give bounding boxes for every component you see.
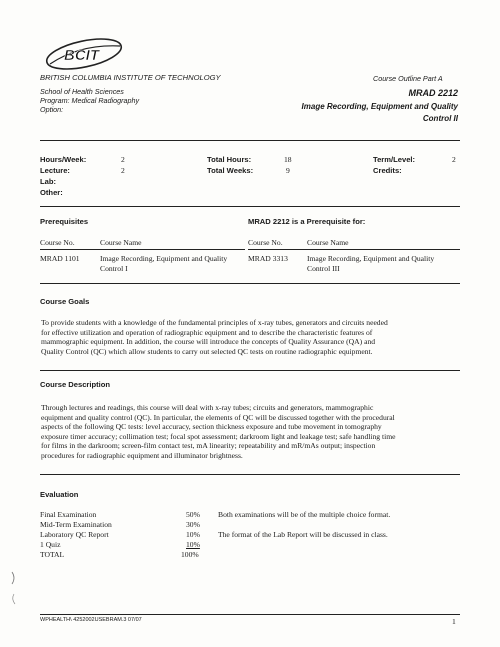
- eval-item-pct: 30%: [186, 520, 200, 529]
- total-weeks-value: 9: [286, 166, 290, 175]
- school-name: School of Health Sciences: [40, 87, 124, 96]
- option-label: Option:: [40, 105, 64, 114]
- course-title-line1: Image Recording, Equipment and Quality: [301, 102, 458, 111]
- col-course-name: Course Name: [307, 238, 349, 247]
- goals-line: To provide students with a knowledge of the fundamental principles of x-ray tubes, generators and circuits needed: [41, 318, 388, 327]
- eval-item-name: Final Examination: [40, 510, 97, 519]
- other-label: Other:: [40, 188, 63, 197]
- prereq-course-no: MRAD 1101: [40, 254, 80, 263]
- course-code: MRAD 2212: [408, 88, 458, 98]
- divider: [40, 614, 460, 615]
- eval-total-label: TOTAL: [40, 550, 65, 559]
- description-heading: Course Description: [40, 380, 111, 389]
- doc-label: Course Outline Part A: [373, 74, 443, 83]
- description-line: exposure timer accuracy; collimation test; focal spot assessment; darkroom light and leakage test; safe handling time: [41, 431, 396, 441]
- next-course-name: Image Recording, Equipment and Quality: [307, 254, 435, 263]
- prereq-course-name: Control I: [100, 264, 128, 273]
- next-course-name: Control III: [307, 264, 340, 273]
- eval-item-name: Laboratory QC Report: [40, 530, 109, 539]
- description-line: procedures for radiographic equipment and illuminator brightness.: [41, 450, 243, 460]
- eval-total-pct: 100%: [181, 550, 199, 559]
- goals-line: for effective utilization and operation of radiographic equipment and to describe the characteristic features of: [41, 327, 373, 337]
- description-paragraph: [41, 403, 459, 461]
- evaluation-heading: Evaluation: [40, 490, 79, 499]
- divider: [40, 140, 460, 141]
- description-line: Through lectures and readings, this course will deal with x-ray tubes; circuits and generators, mammographic: [41, 403, 374, 412]
- eval-note: Both examinations will be of the multiple choice format.: [218, 510, 391, 519]
- eval-item-name: Mid-Term Examination: [40, 520, 112, 529]
- col-course-name: Course Name: [100, 238, 142, 247]
- divider: [40, 474, 460, 475]
- total-weeks-label: Total Weeks:: [207, 166, 254, 175]
- col-course-no: Course No.: [248, 238, 283, 247]
- divider: [40, 370, 460, 371]
- term-label: Term/Level:: [373, 155, 416, 164]
- lab-label: Lab:: [40, 177, 57, 186]
- next-course-no: MRAD 3313: [248, 254, 288, 263]
- eval-item-pct: 50%: [186, 510, 200, 519]
- hours-week-label: Hours/Week:: [40, 155, 87, 164]
- eval-item-name: 1 Quiz: [40, 540, 61, 549]
- total-hours-label: Total Hours:: [207, 155, 252, 164]
- divider: [40, 283, 460, 284]
- lecture-value: 2: [121, 166, 125, 175]
- divider: [40, 206, 460, 207]
- goals-line: mammographic equipment. In addition, the course will introduce the concepts of Quality Assurance (QA) and: [41, 337, 376, 347]
- lecture-label: Lecture:: [40, 166, 70, 175]
- goals-heading: Course Goals: [40, 297, 90, 306]
- description-line: for films in the darkroom; screen-film contact test, mA linearity; repeatability and mR/mAs output; inspection: [41, 441, 376, 451]
- credits-label: Credits:: [373, 166, 402, 175]
- eval-item-pct: 10%: [186, 540, 200, 549]
- bcit-logo: [40, 36, 124, 72]
- total-hours-value: 18: [284, 155, 292, 164]
- eval-note: The format of the Lab Report will be discussed in class.: [218, 530, 388, 539]
- eval-item-pct: 10%: [186, 530, 200, 539]
- col-course-no: Course No.: [40, 238, 75, 247]
- goals-line: Quality Control (QC) which allow students to carry out selected QC tests on routine radiographic equipment.: [41, 346, 373, 356]
- institution-name: BRITISH COLUMBIA INSTITUTE OF TECHNOLOGY: [40, 73, 221, 82]
- hours-week-value: 2: [121, 155, 125, 164]
- table-underline: [40, 249, 245, 250]
- description-line: aspects of the following QC tests: level accuracy, section thickness exposure and tube movement in tomography: [41, 422, 382, 432]
- svg-text:BCIT: BCIT: [64, 47, 99, 64]
- scan-mark: [8, 570, 20, 610]
- footer-file-ref: WPHEALTH\ 4252002USEBRAM.3 07/07: [40, 617, 142, 623]
- prereq-for-heading: MRAD 2212 is a Prerequisite for:: [248, 217, 366, 226]
- page-number: 1: [452, 617, 456, 626]
- table-underline: [248, 249, 460, 250]
- prerequisites-heading: Prerequisites: [40, 217, 89, 226]
- program-name: Program: Medical Radiography: [40, 96, 140, 105]
- description-line: equipment and quality control (QC). In particular, the elements of QC will be discussed together with the procedural: [41, 412, 395, 422]
- course-title-line2: Control II: [422, 114, 458, 123]
- prereq-course-name: Image Recording, Equipment and Quality: [100, 254, 228, 263]
- term-value: 2: [452, 155, 456, 164]
- goals-paragraph: [41, 318, 459, 356]
